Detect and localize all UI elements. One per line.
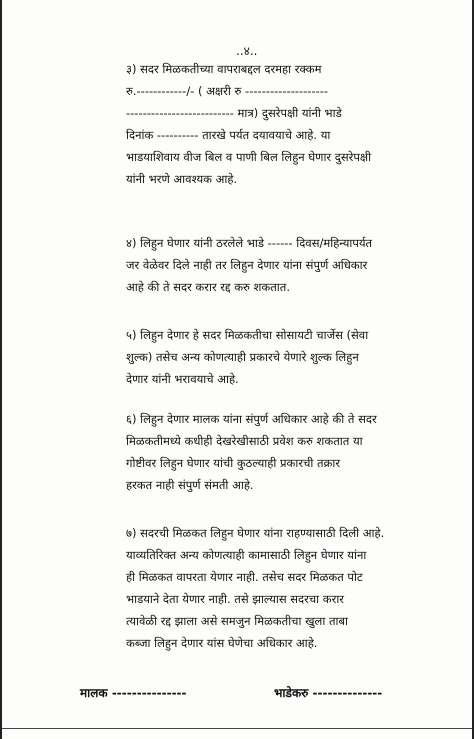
- clause-line: कब्जा लिहुन देणार यांस घेणेचा अधिकार आहे.: [126, 636, 318, 650]
- clause-5: [126, 324, 426, 390]
- clause-line: रु.------------/- ( अक्षरी रु --------------------: [126, 84, 329, 98]
- clause-line: आहे की ते सदर करार रद्द करु शकतात.: [126, 280, 290, 294]
- clause-line: याव्यतिरिक्त अन्य कोणत्याही कामासाठी लिहुन घेणार यांना: [126, 548, 367, 562]
- bottom-rule: [2, 728, 472, 729]
- clause-line: हरकत नाही संपुर्ण संमती आहे.: [126, 478, 254, 492]
- clause-line: शुल्क) तसेच अन्य कोणत्याही प्रकारचे येणारे शुल्क लिहुन: [126, 350, 359, 364]
- page-number: ..४..: [236, 44, 258, 58]
- clause-line: ही मिळकत वापरता येणार नाही. तसेच सदर मिळकत पोट: [126, 570, 363, 584]
- clause-line: ७) सदरची मिळकत लिहुन घेणार यांना राहण्यासाठी दिली आहे.: [126, 526, 385, 540]
- tenant-signature-line: भाडेकरु --------------: [274, 686, 383, 700]
- clause-line: दिनांक ---------- तारखे पर्यत दयावयाचे आहे. या: [126, 128, 331, 142]
- clause-line: भाडयाने देता येणार नाही. तसे झाल्यास सदरचा करार: [126, 592, 345, 606]
- clause-line: भाडयाशिवाय वीज बिल व पाणी बिल लिहुन घेणार दुसरेपक्षी: [126, 150, 372, 164]
- clause-line: यांनी भरणे आवश्यक आहे.: [126, 172, 238, 186]
- owner-signature-line: मालक ---------------: [80, 686, 187, 700]
- clause-6: [126, 408, 426, 496]
- clause-line: ३) सदर मिळकतीच्या वापराबद्दल दरमहा रक्कम: [126, 62, 322, 76]
- clause-4: [126, 232, 426, 298]
- clause-3: [126, 58, 426, 190]
- clause-line: जर वेळेवर दिले नाही तर लिहुन देणार यांना संपुर्ण अधिकार: [126, 258, 368, 272]
- clause-7: [126, 522, 426, 654]
- clause-line: ६) लिहुन देणार मालक यांना संपुर्ण अधिकार आहे की ते सदर: [126, 412, 377, 426]
- clause-line: देणार यांनी भरावयाचे आहे.: [126, 372, 239, 386]
- clause-line: ४) लिहुन घेणार यांनी ठरलेले भाडे ------ दिवस/महिन्यापर्यत: [126, 236, 373, 250]
- clause-line: मिळकतीमध्ये कधीही देखरेखीसाठी प्रवेश करु शकतात या: [126, 434, 363, 448]
- clause-line: गोष्टीवर लिहुन घेणार यांची कुठल्याही प्रकारची तक्रार: [126, 456, 341, 470]
- clause-line: -------------------------- मात्र) दुसरेपक्षी यांनी भाडे: [126, 106, 342, 120]
- clause-line: त्यावेळी रद्द झाला असे समजुन मिळकतीचा खुला ताबा: [126, 614, 349, 628]
- clause-line: ५) लिहुन देणार हे सदर मिळकतीचा सोसायटी चार्जेस (सेवा: [126, 328, 369, 342]
